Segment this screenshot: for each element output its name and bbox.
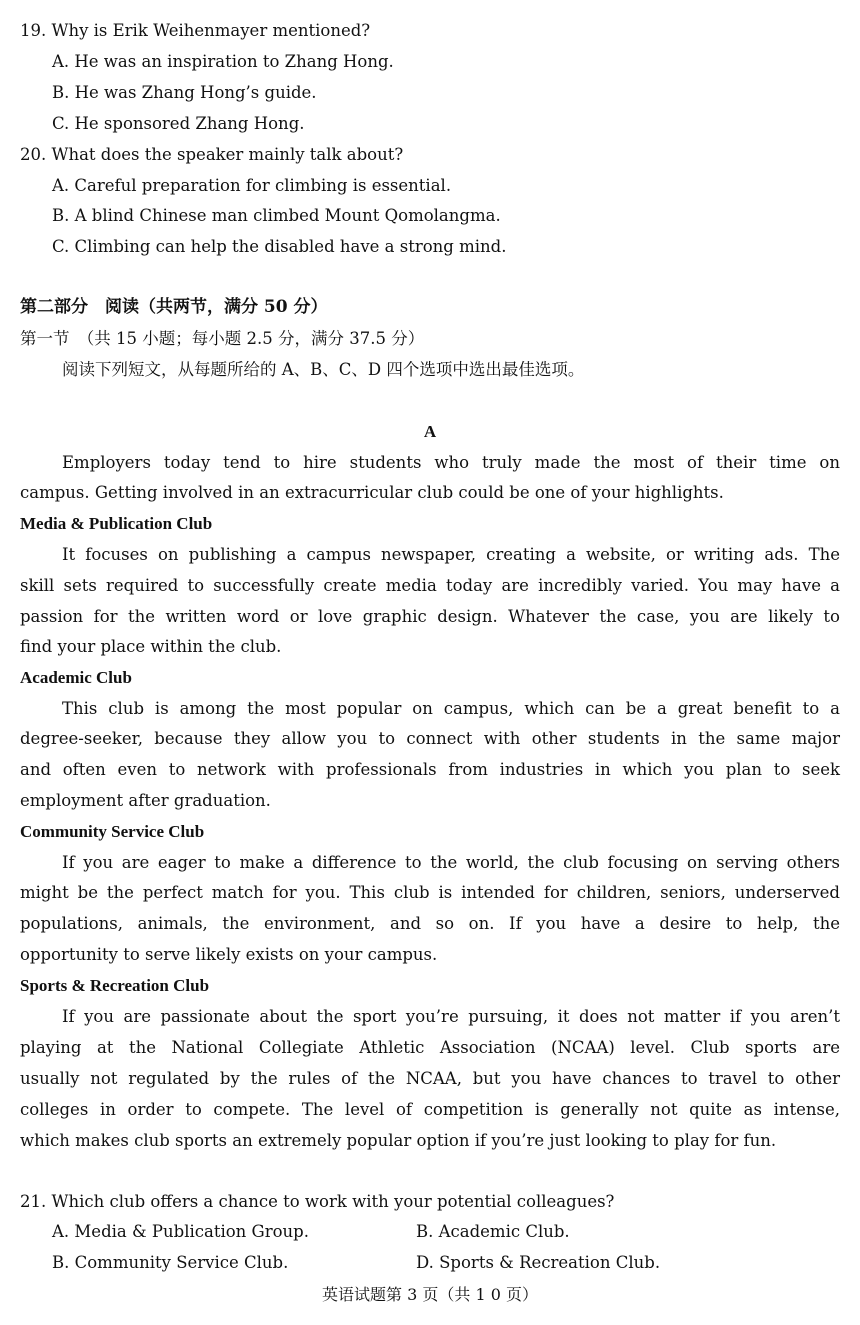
community-paragraph-line: populations, animals, the environment, and so on. If you have a desire to help, the [20, 914, 840, 933]
section-1-title: 第一节 （共 15 小题；每小题 2.5 分，满分 37.5 分） [20, 329, 425, 348]
question-19-option-a: A. He was an inspiration to Zhang Hong. [52, 52, 394, 71]
question-19-option-c: C. He sponsored Zhang Hong. [52, 114, 305, 133]
passage-label: A [423, 422, 437, 441]
community-paragraph-line: opportunity to serve likely exists on your campus. [20, 945, 438, 964]
question-21-option-d: D. Sports & Recreation Club. [416, 1253, 661, 1272]
club-heading-media: Media & Publication Club [20, 514, 213, 533]
question-20-option-b: B. A blind Chinese man climbed Mount Qomolangma. [52, 206, 501, 225]
academic-paragraph-line: This club is among the most popular on campus, which can be a great benefit to a [62, 699, 840, 718]
community-paragraph-line: If you are eager to make a difference to the world, the club focusing on serving others [62, 853, 840, 872]
question-19-option-b: B. He was Zhang Hong’s guide. [52, 83, 317, 102]
intro-line: Employers today tend to hire students who truly made the most of their time on [62, 453, 840, 472]
reading-instruction: 阅读下列短文，从每题所给的 A、B、C、D 四个选项中选出最佳选项。 [62, 360, 585, 379]
question-21-option-a: A. Media & Publication Group. [52, 1222, 309, 1241]
academic-paragraph-line: employment after graduation. [20, 791, 271, 810]
club-heading-academic: Academic Club [20, 668, 132, 687]
question-19-stem: 19. Why is Erik Weihenmayer mentioned? [20, 21, 371, 40]
part-2-title: 第二部分 阅读（共两节，满分 50 分） [20, 297, 328, 317]
media-paragraph-line: It focuses on publishing a campus newspaper, creating a website, or writing ads. The [62, 545, 840, 564]
question-21-option-b: B. Academic Club. [416, 1222, 570, 1241]
intro-line: campus. Getting involved in an extracurricular club could be one of your highlights. [20, 483, 724, 502]
club-heading-community: Community Service Club [20, 822, 205, 841]
academic-paragraph-line: and often even to network with professionals from industries in which you plan to seek [20, 760, 840, 779]
media-paragraph-line: find your place within the club. [20, 637, 282, 656]
sports-paragraph-line: If you are passionate about the sport you’re pursuing, it does not matter if you aren’t [62, 1007, 840, 1026]
question-20-option-a: A. Careful preparation for climbing is essential. [52, 176, 452, 195]
academic-paragraph-line: degree-seeker, because they allow you to connect with other students in the same major [20, 729, 840, 748]
question-21-option-c: B. Community Service Club. [52, 1253, 289, 1272]
sports-paragraph-line: colleges in order to compete. The level of competition is generally not quite as intense, [20, 1100, 840, 1119]
community-paragraph-line: might be the perfect match for you. This club is intended for children, seniors, underserved [20, 883, 840, 902]
club-heading-sports: Sports & Recreation Club [20, 976, 210, 995]
question-20-stem: 20. What does the speaker mainly talk about? [20, 145, 404, 164]
question-20-option-c: C. Climbing can help the disabled have a strong mind. [52, 237, 507, 256]
media-paragraph-line: skill sets required to successfully create media today are incredibly varied. You may have a [20, 576, 840, 595]
sports-paragraph-line: playing at the National Collegiate Athletic Association (NCAA) level. Club sports are [20, 1038, 840, 1057]
sports-paragraph-line: which makes club sports an extremely popular option if you’re just looking to play for fun. [20, 1131, 777, 1150]
sports-paragraph-line: usually not regulated by the rules of the NCAA, but you have chances to travel to other [20, 1069, 840, 1088]
page-footer: 英语试题第 3 页（共 1 0 页） [322, 1285, 538, 1304]
media-paragraph-line: passion for the written word or love graphic design. Whatever the case, you are likely to [20, 607, 840, 626]
question-21-stem: 21. Which club offers a chance to work with your potential colleagues? [20, 1192, 615, 1211]
